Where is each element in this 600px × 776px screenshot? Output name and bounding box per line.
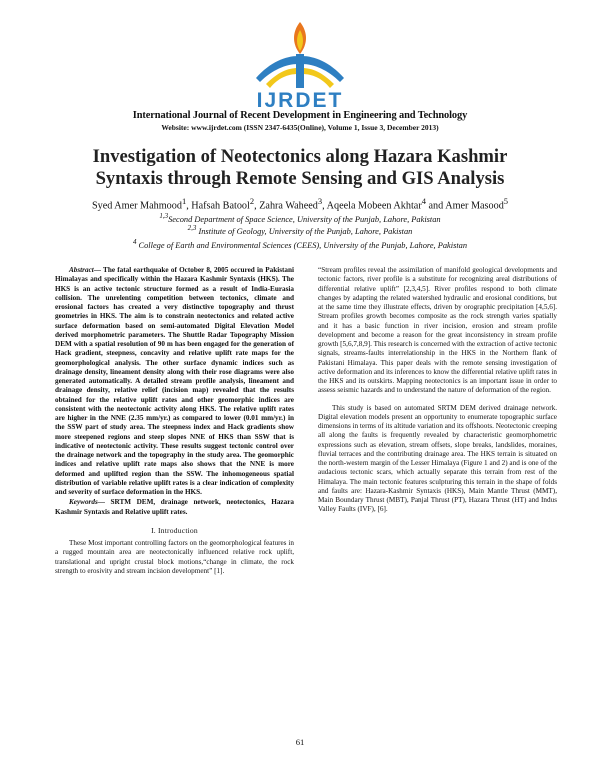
- author: Syed Amer Mahmood: [91, 200, 182, 212]
- author-list: Syed Amer Mahmood$^1$, Hafsah Batool$^2$, Zahra Waheed$^3$, Aqeela Mobeen Akhtar$^4$ and Amer Masood$^5$: [91, 196, 509, 212]
- paper-title-line-1: Investigation of Neotectonics along Hazara Kashmir: [92, 146, 508, 167]
- author: Aqeela Mobeen Akhtar: [326, 200, 422, 212]
- affiliation: $^{2,3}$ Institute of Geology, University of the Punjab, Lahore, Pakistan: [187, 224, 413, 236]
- abstract-text: — The fatal earthquake of October 8, 2005 occured in Pakistani Himalayas and specifically within the Hazara Kashmir Syntaxis (HKS). The HKS is an active tectonic structure formed as a result of India-Eurasia collision. The unrelenting competition between tectonics, climate and erosional factors has created a very distinctive topography and thrust geometries in HKS. The aim is to constrain neotectonics and related active surface deformation based on semi-automated Digital Elevation Model derived morphometric parameters. The Shuttle Radar Topography Mission DEM with a spatial resolution of 90 m has been engaged for the generation of Hack gradient, steepness, concavity and relative uplift rate maps for the geomorphological analysis. The other surface dynamic indices such as drainage density, lineament density along with their rose diagrams were also generated automatically. A detailed stream profile analysis, lineament and drainage density, relative relief (incision map) revealed that the results obtained for the relative uplift rates and other geomorphic indices are consistent with the neotectonic activity along HKS. The relative uplift rates are higher in the NNE (2.35 mm/yr.) as compared to lower (0.01 mm/yr.) in the SSW part of study area. The steepness index and Hack gradients show more steepened regions and steep slopes NNE of HKS than SSW that is indicative of neotectonic activity. These results suggest tectonic control over the drainage network and the topography in the study area. The geomorphic indices and relative uplift rate maps also shows that the NNE is more deformed and uplifted region than the SSW. The inhomogeneous spatial distribution of variable relative uplift rates is a clear indication of complexity and severity of surface deformation in the HKS.: [55, 266, 294, 496]
- abstract-label: Abstract: [69, 266, 94, 274]
- affiliation: $^{1,3}$Second Department of Space Science, University of the Punjab, Lahore, Pakistan: [159, 212, 441, 224]
- left-column: [55, 266, 294, 576]
- keywords-text: — SRTM DEM, drainage network, neotectonics, Hazara Kashmir Syntaxis and Relative uplift rates.: [55, 498, 294, 516]
- ijrdet-emblem: [226, 18, 374, 110]
- section-heading-introduction: I. Introduction: [151, 525, 198, 535]
- journal-logo: [226, 18, 374, 110]
- right-column: [318, 266, 557, 515]
- intro-paragraph: These Most important controlling factors on the geomorphological features in a rugged mountain area are neotectonically influenced relative rock uplift, translational and upright crustal block motions,“change in climate, the rock strength to erosivity and stream incision development” [1].: [55, 539, 294, 575]
- journal-issue-info: Website: www.ijrdet.com (ISSN 2347-6435(Online), Volume 1, Issue 3, December 2013): [161, 123, 439, 132]
- body-paragraph: This study is based on automated SRTM DEM derived drainage network. Digital elevation models present an opportunity to enumerate topographic surface dimensions in terms of its altitude variation and its offshoots. Neotectonic creeping all along the faults is frequently revealed by characteristic geomorphometric expressions such as elevation, stream offsets, slope breaks, landslides, moraines, fluvial terraces and the contributing drainage area. The HKS terrain is situated on the north-western margin of the Lesser Himalaya (Figure 1 and 2) and is one of the audacious tectonic scars, which actually separate this terrain from rest of the Himalaya. The main tectonic features sculpturing this terrain in the shape of folds and faults are: Hazara-Kashmir Syntaxis (HKS), Main Mantle Thrust (MMT), Main Boundary Thrust (MBT), Panjal Thrust (PT), Hazara Thrust (HT) and Indus Valley Faults (IVF), [6].: [318, 403, 558, 514]
- author: Hafsah Batool: [191, 200, 250, 212]
- paper-title-line-2: Syntaxis through Remote Sensing and GIS Analysis: [95, 168, 505, 189]
- paper-title: [60, 146, 540, 190]
- body-paragraph: “Stream profiles reveal the assimilation of manifold geological developments and tectonic factors, river profile is a substitute for recognizing areal distributions of differential relative uplift” [2,3,4,5]. River profiles respond to both climate changes by adapting the related watershed hydraulic and erosional conditions, but at the same time they illustrate effects, driven by orographic precipitation [4,5,6]. Stream profiles growth becomes composite as the rock strength varies spatially and it has a basic function in river incision, erosion and stream profile development and become a reason for the great inconsistency in stream profile growth [5,6,7,8,9]. This research is concerned with the extraction of active tectonic signals, streams-faults interrelationship in the HKS in the Northern flank of Pakistani Himalaya. This paper deals with the remote sensing investigation of active deformation and its inferences to know the differential relative uplift rates in the HKS and its outskirts. Mapping neotectonics is an important issue in order to assess seismic hazards and to understand the nature of deformation of the region.: [318, 266, 557, 395]
- abstract: [55, 266, 294, 497]
- journal-title: International Journal of Recent Development in Engineering and Technology: [132, 110, 468, 121]
- page-number: 61: [295, 737, 305, 747]
- keywords: [55, 498, 294, 517]
- author: Zahra Waheed: [259, 200, 318, 212]
- keywords-label: Keywords: [69, 498, 98, 507]
- affiliation: $^4$ College of Earth and Environmental Sciences (CEES), University of the Punjab, Lahore, Pakistan: [132, 238, 468, 250]
- author: Amer Masood: [445, 200, 504, 212]
- logo-text: IJRDET: [256, 89, 344, 110]
